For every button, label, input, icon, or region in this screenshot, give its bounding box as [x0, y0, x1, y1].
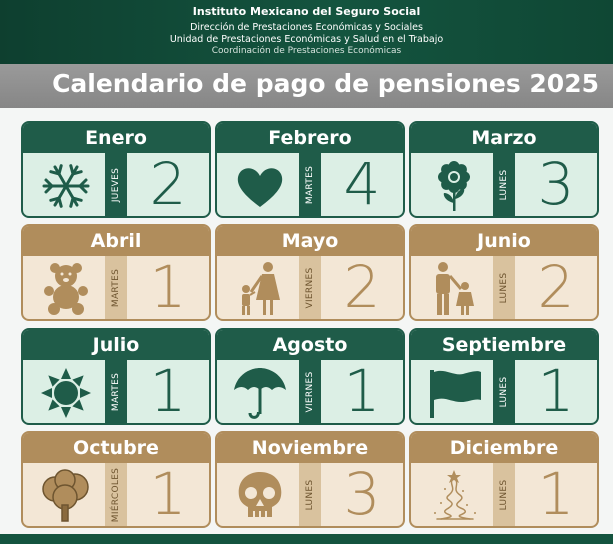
weekday-band: [493, 463, 515, 526]
payment-date: 1: [149, 253, 187, 321]
snowflake-icon: [37, 159, 95, 213]
payment-date: 1: [149, 357, 187, 425]
unit-name: Unidad de Prestaciones Económicas y Salud en el Trabajo: [169, 34, 444, 45]
weekday-label: MARTES: [305, 165, 315, 204]
weekday-band: [105, 463, 127, 526]
month-name: Febrero: [217, 123, 403, 153]
month-name: Diciembre: [411, 433, 597, 463]
payment-date: 2: [343, 253, 381, 321]
month-name: Mayo: [217, 226, 403, 256]
month-name: Abril: [23, 226, 209, 256]
page-title: Calendario de pago de pensiones 2025: [52, 69, 599, 98]
skull-icon: [231, 469, 289, 523]
weekday-label: VIERNES: [305, 267, 315, 308]
christmas-tree-icon: [425, 469, 483, 523]
weekday-band: [299, 153, 321, 216]
payment-date: 3: [343, 460, 381, 528]
month-card: [215, 431, 405, 528]
weekday-band: [299, 360, 321, 423]
payment-date: 3: [537, 150, 575, 218]
tree-icon: [37, 469, 95, 523]
weekday-band: [105, 256, 127, 319]
month-card: [21, 328, 211, 425]
flower-icon: [425, 159, 483, 213]
month-name: Marzo: [411, 123, 597, 153]
umbrella-icon: [231, 366, 289, 420]
month-card: [409, 328, 599, 425]
month-card: [409, 121, 599, 218]
month-name: Agosto: [217, 330, 403, 360]
institution-name: Instituto Mexicano del Seguro Social: [192, 5, 421, 18]
month-card: [215, 121, 405, 218]
weekday-band: [105, 360, 127, 423]
weekday-label: LUNES: [499, 272, 509, 303]
weekday-label: LUNES: [499, 479, 509, 510]
payment-date: 1: [537, 460, 575, 528]
payment-date: 1: [149, 460, 187, 528]
payment-date: 1: [343, 357, 381, 425]
header: [0, 0, 613, 64]
month-card: [409, 431, 599, 528]
month-name: Noviembre: [217, 433, 403, 463]
payment-date: 2: [537, 253, 575, 321]
mother-child-icon: [231, 262, 289, 316]
father-child-icon: [425, 262, 483, 316]
department-name: Dirección de Prestaciones Económicas y Sociales: [190, 22, 423, 33]
month-name: Junio: [411, 226, 597, 256]
teddy-bear-icon: [37, 262, 95, 316]
payment-date: 2: [149, 150, 187, 218]
weekday-label: MARTES: [111, 372, 121, 411]
month-card: [215, 224, 405, 321]
weekday-band: [493, 153, 515, 216]
payment-date: 4: [343, 150, 381, 218]
title-bar: [0, 64, 613, 108]
weekday-label: MARTES: [111, 268, 121, 307]
weekday-label: VIERNES: [305, 371, 315, 412]
payment-date: 1: [537, 357, 575, 425]
month-card: [215, 328, 405, 425]
month-name: Septiembre: [411, 330, 597, 360]
weekday-band: [299, 256, 321, 319]
weekday-label: LUNES: [499, 376, 509, 407]
month-name: Enero: [23, 123, 209, 153]
month-name: Julio: [23, 330, 209, 360]
weekday-band: [493, 256, 515, 319]
sun-icon: [37, 366, 95, 420]
weekday-label: LUNES: [499, 169, 509, 200]
weekday-band: [493, 360, 515, 423]
month-card: [21, 121, 211, 218]
weekday-label: LUNES: [305, 479, 315, 510]
coordination-name: Coordinación de Prestaciones Económicas: [211, 46, 402, 56]
flag-icon: [425, 366, 483, 420]
month-card: [21, 431, 211, 528]
month-name: Octubre: [23, 433, 209, 463]
footer-bar: [0, 534, 613, 544]
weekday-label: MIÉRCOLES: [111, 467, 121, 522]
month-card: [21, 224, 211, 321]
weekday-label: JUEVES: [111, 167, 121, 202]
heart-icon: [231, 159, 289, 213]
weekday-band: [105, 153, 127, 216]
month-card: [409, 224, 599, 321]
weekday-band: [299, 463, 321, 526]
